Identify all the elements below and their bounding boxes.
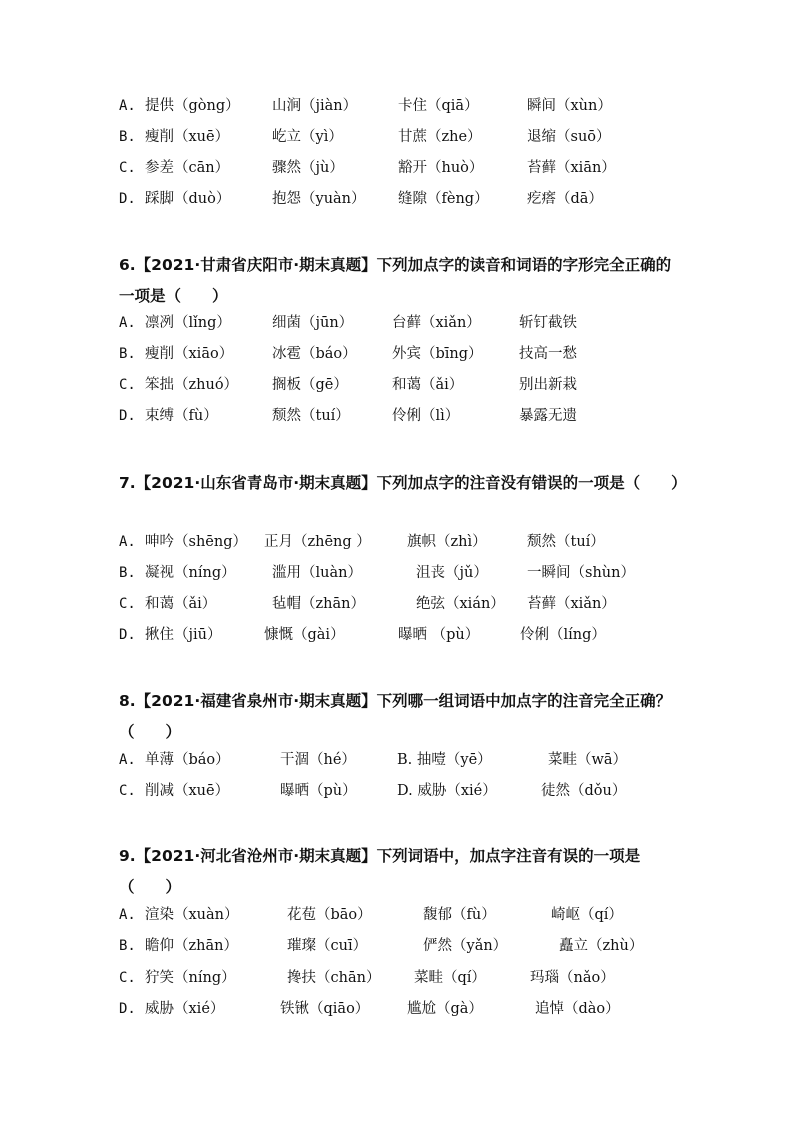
option-word: 缝隙（fèng） [398, 191, 489, 207]
option-word: 曝晒（pù） [280, 783, 357, 799]
option-word: 颓然（tuí） [527, 534, 605, 550]
question-stem: 7.【2021·山东省青岛市·期末真题】下列加点字的注音没有错误的一项是（ ） [119, 474, 687, 492]
option-word: 踩脚（duò） [145, 191, 231, 207]
option-word: 伶俐（líng） [520, 627, 606, 643]
option-label: B. [119, 938, 136, 954]
option-word: 毡帽（zhān） [272, 596, 365, 612]
option-word: 瘦削（xuē） [145, 129, 230, 145]
option-label: D. [119, 1001, 136, 1017]
option-word: 和蔼（ǎi） [392, 377, 464, 393]
option-word: 技高一愁 [519, 346, 577, 362]
option-label: C. [119, 970, 136, 986]
option-label: C. [119, 596, 136, 612]
option-row[interactable] [0, 404, 794, 428]
option-row[interactable] [0, 966, 794, 990]
option-row[interactable] [0, 125, 794, 149]
option-label: C. [119, 783, 136, 799]
option-word: 削减（xuē） [145, 783, 230, 799]
option-word: 颓然（tuí） [272, 408, 350, 424]
option-word: 俨然（yǎn） [423, 938, 508, 954]
option-word: 甘蔗（zhe） [398, 129, 482, 145]
option-word: 瘦削（xiāo） [145, 346, 234, 362]
option-word: 威胁（xié） [145, 1001, 225, 1017]
option-word: 凛冽（lǐng） [145, 315, 231, 331]
option-row[interactable] [0, 311, 794, 335]
option-row[interactable] [0, 903, 794, 927]
option-word: 正月（zhēng ） [264, 534, 371, 550]
option-label: A. [119, 534, 136, 550]
option-word: 搀扶（chān） [287, 970, 381, 986]
option-label: A. [119, 752, 136, 768]
option-word: B. 抽噎（yē） [397, 752, 492, 768]
option-word: 束缚（fù） [145, 408, 218, 424]
option-label: C. [119, 377, 136, 393]
option-word: 别出新栽 [519, 377, 577, 393]
question-stem: 6.【2021·甘肃省庆阳市·期末真题】下列加点字的读音和词语的字形完全正确的一项是（ ） [119, 256, 672, 305]
option-word: 苔藓（xiǎn） [527, 596, 616, 612]
option-word: 璀璨（cuī） [287, 938, 368, 954]
option-word: 瞻仰（zhān） [145, 938, 238, 954]
option-word: 揪住（jiū） [145, 627, 222, 643]
question-stem: 8.【2021·福建省泉州市·期末真题】下列哪一组词语中加点字的注音完全正确？（ ） [119, 692, 672, 741]
option-word: 豁开（huò） [398, 160, 484, 176]
option-word: 参差（cān） [145, 160, 230, 176]
option-label: B. [119, 346, 136, 362]
option-row[interactable] [0, 530, 794, 554]
option-word: 细菌（jūn） [272, 315, 354, 331]
option-row[interactable] [0, 748, 794, 772]
option-word: 单薄（báo） [145, 752, 230, 768]
option-row[interactable] [0, 342, 794, 366]
option-word: 骤然（jù） [272, 160, 344, 176]
option-label: A. [119, 315, 136, 331]
option-word: 干涸（hé） [280, 752, 356, 768]
option-word: 卡住（qiā） [398, 98, 479, 114]
option-word: 和蔼（ǎi） [145, 596, 217, 612]
option-word: 搁板（gē） [272, 377, 348, 393]
option-row[interactable] [0, 373, 794, 397]
option-label: D. [119, 408, 136, 424]
option-row[interactable] [0, 592, 794, 616]
option-word: 台藓（xiǎn） [392, 315, 481, 331]
option-word: 馥郁（fù） [423, 907, 496, 923]
option-word: 尴尬（gà） [407, 1001, 483, 1017]
option-row[interactable] [0, 934, 794, 958]
option-word: 瞬间（xùn） [527, 98, 612, 114]
option-word: 伶俐（lì） [392, 408, 460, 424]
option-word: 山涧（jiàn） [272, 98, 358, 114]
option-word: 沮丧（jǔ） [416, 565, 488, 581]
option-row[interactable] [0, 94, 794, 118]
option-word: 徒然（dǒu） [541, 783, 627, 799]
option-label: C. [119, 160, 136, 176]
option-word: 凝视（níng） [145, 565, 236, 581]
option-word: 呻吟（shēng） [145, 534, 247, 550]
option-row[interactable] [0, 997, 794, 1021]
option-word: 菜畦（qí） [414, 970, 486, 986]
option-word: 渲染（xuàn） [145, 907, 239, 923]
option-word: 提供（gòng） [145, 98, 240, 114]
option-row[interactable] [0, 623, 794, 647]
option-word: 追悼（dào） [535, 1001, 620, 1017]
option-word: 退缩（suō） [527, 129, 611, 145]
option-word: 慷慨（gài） [264, 627, 345, 643]
option-word: 屹立（yì） [272, 129, 343, 145]
option-word: 花苞（bāo） [287, 907, 372, 923]
option-label: A. [119, 98, 136, 114]
option-word: 玛瑙（nǎo） [530, 970, 615, 986]
option-word: 曝晒 （pù） [398, 627, 480, 643]
option-word: 外宾（bīng） [392, 346, 483, 362]
option-word: 一瞬间（shùn） [527, 565, 635, 581]
option-word: 滥用（luàn） [272, 565, 362, 581]
option-word: 崎岖（qí） [551, 907, 623, 923]
option-word: 冰雹（báo） [272, 346, 357, 362]
option-word: 狞笑（níng） [145, 970, 236, 986]
option-row[interactable] [0, 779, 794, 803]
option-word: 暴露无遗 [519, 408, 577, 424]
option-row[interactable] [0, 187, 794, 211]
option-word: 绝弦（xián） [416, 596, 505, 612]
option-word: 菜畦（wā） [548, 752, 628, 768]
option-word: 铁锹（qiāo） [280, 1001, 370, 1017]
option-word: 疙瘩（dā） [527, 191, 603, 207]
option-word: 斩钉截铁 [519, 315, 577, 331]
option-word: 苔藓（xiān） [527, 160, 616, 176]
question-stem: 9.【2021·河北省沧州市·期末真题】下列词语中，加点字注音有误的一项是（ ） [119, 847, 641, 896]
option-label: B. [119, 129, 136, 145]
option-word: 旗帜（zhì） [407, 534, 487, 550]
option-word: 抱怨（yuàn） [272, 191, 366, 207]
option-label: D. [119, 191, 136, 207]
option-row[interactable] [0, 561, 794, 585]
option-label: B. [119, 565, 136, 581]
option-word: D. 威胁（xié） [397, 783, 497, 799]
option-word: 矗立（zhù） [559, 938, 644, 954]
option-label: A. [119, 907, 136, 923]
option-word: 笨拙（zhuó） [145, 377, 239, 393]
option-label: D. [119, 627, 136, 643]
option-row[interactable] [0, 156, 794, 180]
